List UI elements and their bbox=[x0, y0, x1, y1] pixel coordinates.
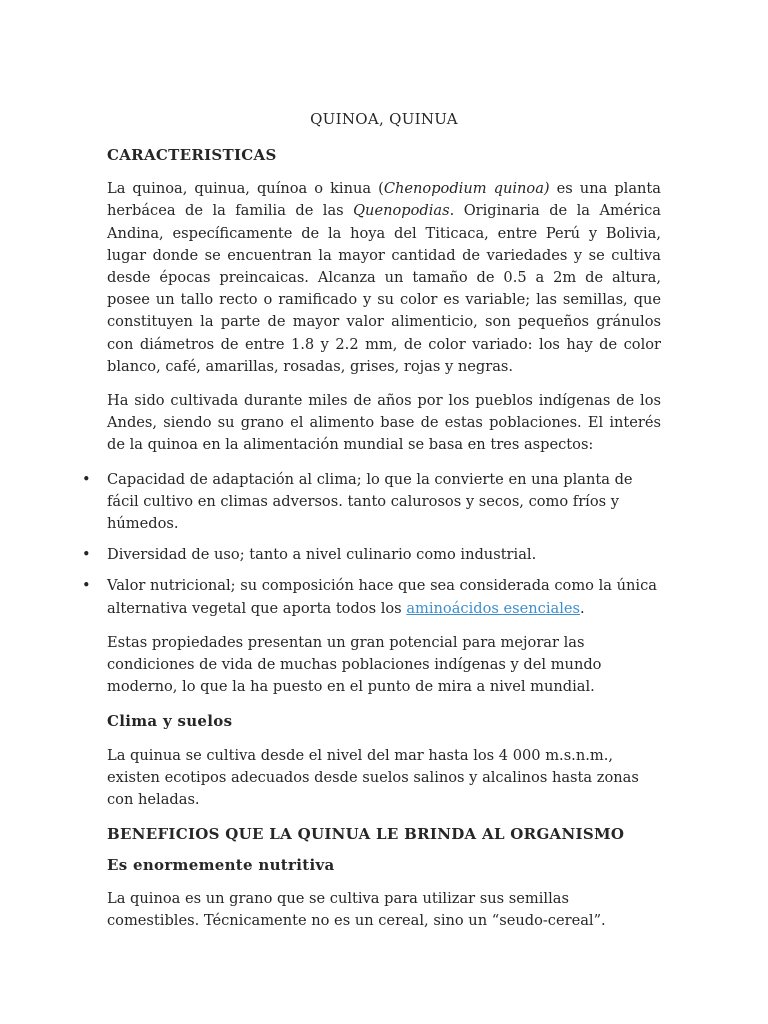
section-heading-nutritiva: Es enormemente nutritiva bbox=[107, 856, 335, 875]
paragraph-history: Ha sido cultivada durante miles de años por los pueblos indígenas de los Andes, siendo su grano el alimento base de estas poblaciones. El interés de la quinoa en la alimentación mundial se basa en tres aspectos: bbox=[107, 392, 661, 454]
list-item-text: Capacidad de adaptación al clima; lo que la convierte en una planta de fácil cultivo en climas adversos. tanto calurosos y secos, como fríos y húmedos. bbox=[107, 470, 633, 533]
list-item bbox=[82, 575, 661, 619]
section-heading-caracteristicas: CARACTERISTICAS bbox=[107, 146, 277, 164]
paragraph-description-pre: La quinoa, quinua, quínoa o kinua ( bbox=[107, 180, 384, 198]
document-title: QUINOA, QUINUA bbox=[310, 110, 458, 128]
paragraph-nutritiva: La quinoa es un grano que se cultiva para utilizar sus semillas comestibles. Técnicamente no es un cereal, sino un “seudo-cereal”. bbox=[107, 889, 606, 929]
aspects-list bbox=[82, 469, 661, 620]
list-item-text: Diversidad de uso; tanto a nivel culinario como industrial. bbox=[107, 546, 537, 564]
paragraph-description-rest: . Originaria de la América Andina, específicamente de la hoya del Titicaca, entre Perú y Bolivia, lugar donde se encuentran la mayor cantidad de variedades y se cultiva desde épocas preincaicas. Alcanza un tamaño de 0.5 a 2m de altura, posee un tallo recto o ramificado y su color es variable; las semillas, que constituyen la parte de mayor valor alimenticio, son pequeños gránulos con diámetros de entre 1.8 y 2.2 mm, de color variado: los hay de color blanco, café, amarillas, rosadas, grises, rojas y negras. bbox=[107, 202, 661, 375]
paragraph-description bbox=[107, 178, 661, 378]
section-heading-beneficios: BENEFICIOS QUE LA QUINUA LE BRINDA AL ORGANISMO bbox=[107, 825, 625, 844]
paragraph-description-mid: es una planta herbácea de la familia de las bbox=[107, 180, 661, 220]
list-item-text-post: . bbox=[580, 599, 585, 617]
section-heading-clima: Clima y suelos bbox=[107, 712, 233, 731]
bullet-icon: • bbox=[82, 546, 91, 564]
family-name: Quenopodias bbox=[353, 202, 450, 220]
list-item bbox=[82, 544, 661, 566]
list-item-text-pre: Valor nutricional; su composición hace que sea considerada como la única alternativa vegetal que aporta todos los bbox=[107, 577, 657, 617]
paragraph-potential: Estas propiedades presentan un gran potencial para mejorar las condiciones de vida de muchas poblaciones indígenas y del mundo moderno, lo que la ha puesto en el punto de mira a nivel mundial. bbox=[107, 633, 602, 696]
document-page bbox=[82, 108, 661, 944]
list-item bbox=[82, 469, 661, 536]
aminoacidos-link[interactable]: aminoácidos esenciales bbox=[406, 599, 580, 617]
paragraph-clima: La quinua se cultiva desde el nivel del mar hasta los 4 000 m.s.n.m., existen ecotipos adecuados desde suelos salinos y alcalinos hasta zonas con heladas. bbox=[107, 746, 639, 809]
bullet-icon: • bbox=[82, 470, 91, 488]
scientific-name: Chenopodium quinoa) bbox=[383, 180, 550, 198]
bullet-icon: • bbox=[82, 577, 91, 595]
